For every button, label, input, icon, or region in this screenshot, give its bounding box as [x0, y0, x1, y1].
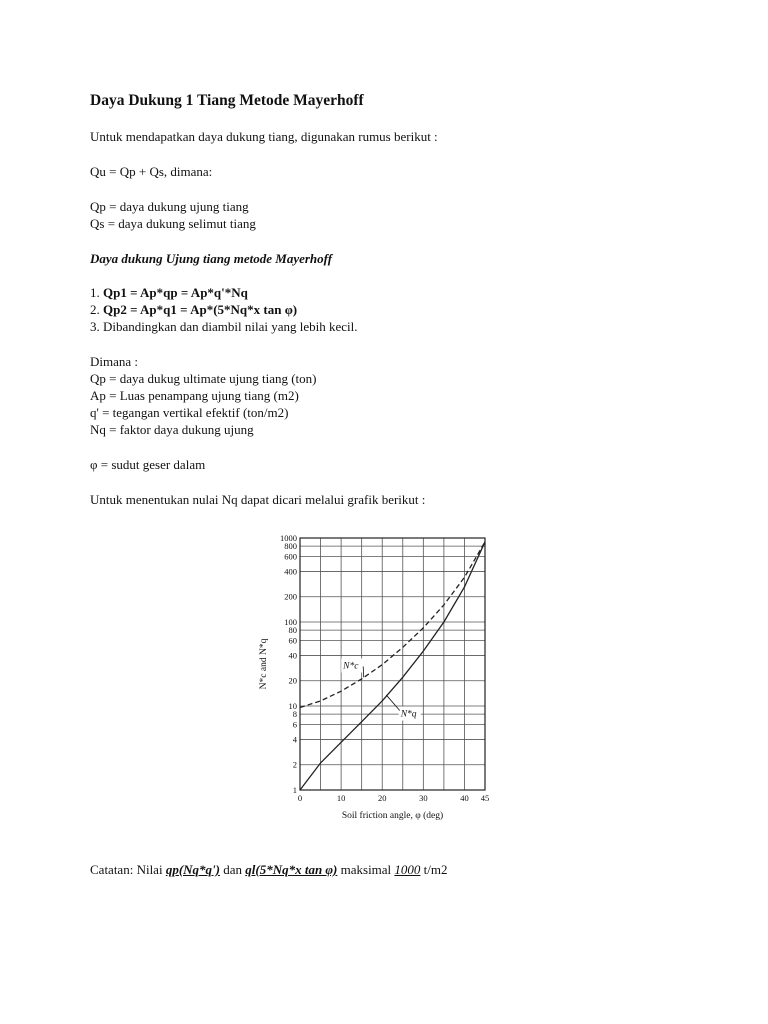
y-tick-label: 1: [292, 785, 297, 795]
list-item-2: [90, 301, 297, 318]
series-line-nc: [300, 542, 485, 708]
x-tick-label: 30: [419, 793, 428, 803]
series-label-nc: N*c: [343, 661, 359, 672]
x-tick-label: 45: [480, 793, 490, 803]
formula-text: Qu = Qp + Qs, dimana:: [90, 164, 213, 179]
series-leader-nq: [386, 695, 399, 710]
note-mid-2: maksimal: [337, 862, 395, 877]
plot-frame: [300, 538, 485, 790]
note-term-1: qp(Nq*q'): [165, 862, 220, 877]
series-line-nq: [300, 542, 485, 790]
x-tick-label: 0: [297, 793, 303, 803]
y-tick-label: 2: [292, 759, 297, 770]
list-item-3: 3. Dibandingkan dan diambil nilai yang lebih kecil.: [90, 319, 358, 334]
note-value: 1000: [394, 862, 421, 877]
x-tick-label: 10: [336, 793, 346, 803]
y-tick-label: 10: [288, 701, 297, 711]
y-tick-label: 20: [288, 675, 297, 686]
y-tick-label: 60: [288, 635, 297, 646]
dimana-label: Dimana :: [90, 354, 139, 369]
list-item-1-number: 1.: [90, 285, 103, 300]
note-suffix: t/m2: [420, 862, 448, 877]
document-title: Daya Dukung 1 Tiang Metode Mayerhoff: [90, 92, 364, 109]
note-mid: dan: [219, 862, 246, 877]
qp-definition: Qp = daya dukung ujung tiang: [90, 199, 249, 214]
chart-canvas: [252, 528, 502, 828]
y-tick-label: 80: [288, 625, 297, 636]
y-tick-label: 40: [288, 650, 297, 661]
def-ap: Ap = Luas penampang ujung tiang (m2): [90, 388, 299, 403]
def-qp: Qp = daya dukug ultimate ujung tiang (ton): [90, 371, 317, 386]
note-prefix: Catatan: Nilai: [90, 862, 166, 877]
y-tick-label: 400: [284, 566, 297, 577]
bearing-capacity-chart: [252, 528, 502, 828]
list-item-1-formula: Qp1 = Ap*qp = Ap*q'*Nq: [103, 285, 248, 300]
qs-definition: Qs = daya dukung selimut tiang: [90, 216, 256, 231]
y-tick-label: 100: [284, 617, 297, 627]
x-tick-label: 40: [460, 793, 469, 803]
list-item-2-formula: Qp2 = Ap*q1 = Ap*(5*Nq*x tan φ): [103, 302, 298, 317]
def-q: q' = tegangan vertikal efektif (ton/m2): [90, 405, 289, 420]
x-axis-label: Soil friction angle, φ (deg): [341, 811, 444, 821]
y-tick-label: 200: [284, 591, 297, 602]
list-item-2-number: 2.: [90, 302, 103, 317]
y-tick-label: 1000: [280, 533, 297, 543]
y-tick-label: 8: [292, 709, 297, 720]
list-item-1: [90, 284, 248, 301]
note-term-2: ql(5*Nq*x tan φ): [245, 862, 338, 877]
y-tick-label: 6: [292, 719, 297, 730]
y-axis-label: N*c and N*q: [259, 638, 269, 690]
series-label-nq: N*q: [400, 709, 417, 720]
note-line: [90, 861, 448, 878]
chart-intro: Untuk menentukan nulai Nq dapat dicari melalui grafik berikut :: [90, 492, 426, 507]
y-tick-label: 800: [284, 541, 297, 552]
section-title: Daya dukung Ujung tiang metode Mayerhoff: [90, 251, 333, 266]
y-tick-label: 600: [284, 551, 297, 562]
y-tick-label: 4: [292, 734, 297, 745]
intro-text: Untuk mendapatkan daya dukung tiang, digunakan rumus berikut :: [90, 129, 438, 144]
def-phi: φ = sudut geser dalam: [90, 457, 206, 472]
series-leader-nc: [363, 666, 364, 677]
x-tick-label: 20: [377, 793, 387, 803]
def-nq: Nq = faktor daya dukung ujung: [90, 422, 254, 437]
chart-svg: [252, 528, 502, 828]
